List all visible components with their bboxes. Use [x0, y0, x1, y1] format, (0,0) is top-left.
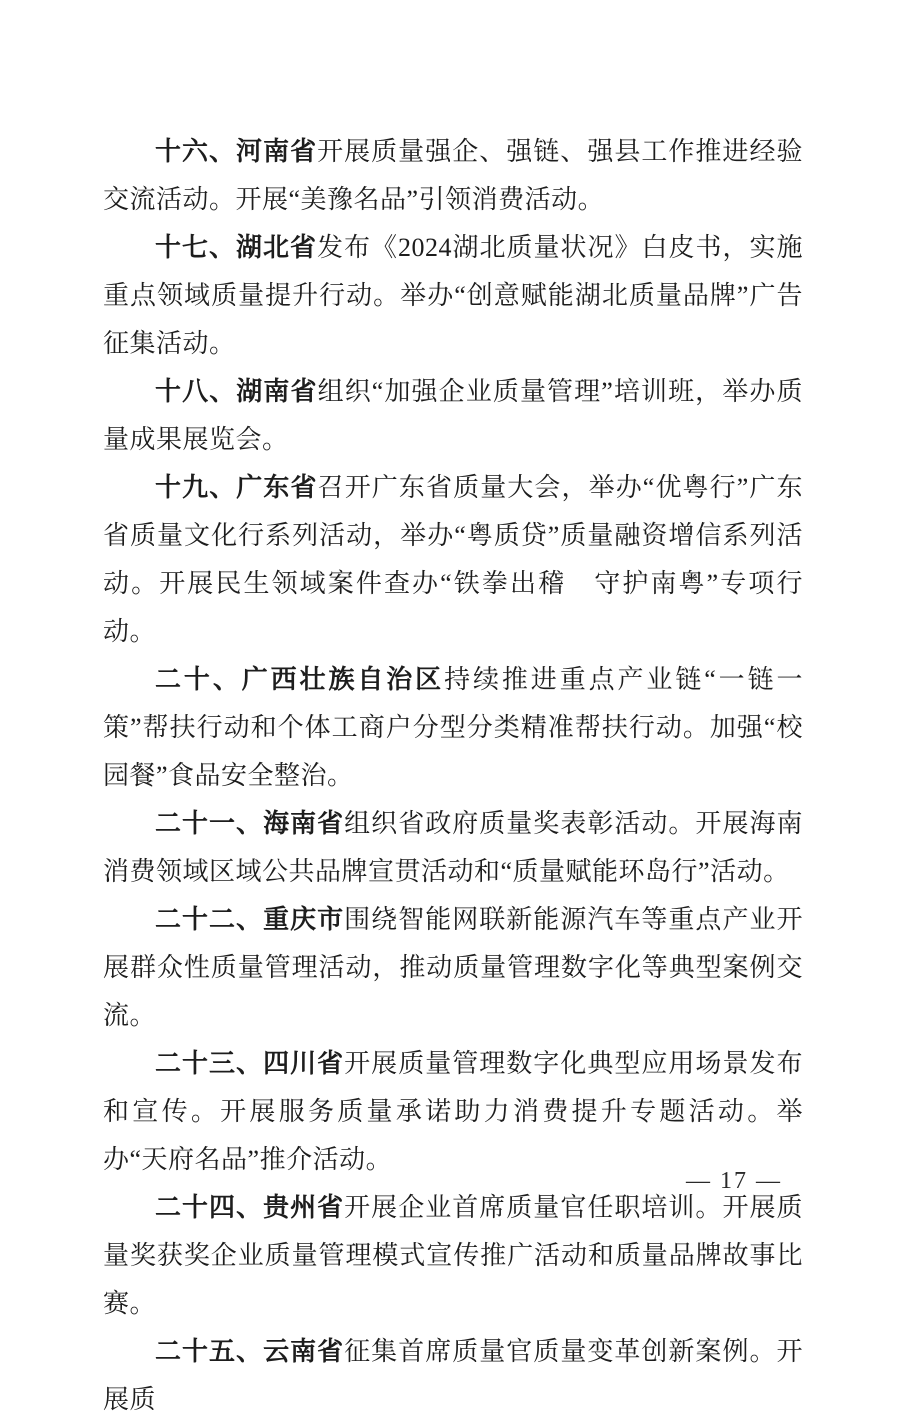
paragraph-lead: 二十三、四川省 — [155, 1049, 345, 1079]
paragraph-item-24 — [103, 1184, 803, 1328]
paragraph-body: 开展企业首席质量官任职培训。开展质量奖获奖企业质量管理模式宣传推广活动和质量品牌故事比赛。 — [103, 1193, 803, 1318]
paragraph-body: 征集首席质量官质量变革创新案例。开展质 — [103, 1337, 803, 1414]
paragraph-body: 召开广东省质量大会，举办“优粤行”广东省质量文化行系列活动，举办“粤质贷”质量融资增信系列活动。开展民生领域案件查办“铁拳出稽 守护南粤”专项行动。 — [103, 473, 803, 646]
paragraph-item-20 — [103, 656, 803, 800]
paragraph-body: 持续推进重点产业链“一链一策”帮扶行动和个体工商户分型分类精准帮扶行动。加强“校园餐”食品安全整治。 — [103, 665, 803, 790]
paragraph-body: 组织省政府质量奖表彰活动。开展海南消费领域区域公共品牌宣贯活动和“质量赋能环岛行”活动。 — [103, 809, 803, 886]
paragraph-item-19 — [103, 464, 803, 656]
paragraph-lead: 十六、河南省 — [155, 137, 318, 167]
paragraph-item-21 — [103, 800, 803, 896]
paragraph-item-23 — [103, 1040, 803, 1184]
paragraph-lead: 十九、广东省 — [155, 473, 318, 503]
paragraph-body: 开展质量强企、强链、强县工作推进经验交流活动。开展“美豫名品”引领消费活动。 — [103, 137, 803, 214]
paragraph-item-18 — [103, 368, 803, 464]
paragraph-lead: 二十二、重庆市 — [155, 905, 345, 935]
body-text — [103, 128, 803, 1424]
paragraph-lead: 二十四、贵州省 — [155, 1193, 345, 1223]
paragraph-body: 开展质量管理数字化典型应用场景发布和宣传。开展服务质量承诺助力消费提升专题活动。举办“天府名品”推介活动。 — [103, 1049, 803, 1174]
paragraph-lead: 十七、湖北省 — [155, 233, 317, 263]
paragraph-item-16 — [103, 128, 803, 224]
paragraph-lead: 二十五、云南省 — [155, 1337, 345, 1367]
paragraph-item-17 — [103, 224, 803, 368]
paragraph-item-25 — [103, 1328, 803, 1424]
paragraph-lead: 二十、广西壮族自治区 — [155, 665, 445, 695]
paragraph-body: 组织“加强企业质量管理”培训班，举办质量成果展览会。 — [103, 377, 803, 454]
paragraph-lead: 十八、湖南省 — [155, 377, 318, 407]
paragraph-body: 围绕智能网联新能源汽车等重点产业开展群众性质量管理活动，推动质量管理数字化等典型案例交流。 — [103, 905, 803, 1030]
page-number: — 17 — — [686, 1168, 782, 1194]
paragraph-lead: 二十一、海南省 — [155, 809, 345, 839]
paragraph-body: 发布《2024湖北质量状况》白皮书，实施重点领域质量提升行动。举办“创意赋能湖北质量品牌”广告征集活动。 — [103, 233, 803, 358]
paragraph-item-22 — [103, 896, 803, 1040]
